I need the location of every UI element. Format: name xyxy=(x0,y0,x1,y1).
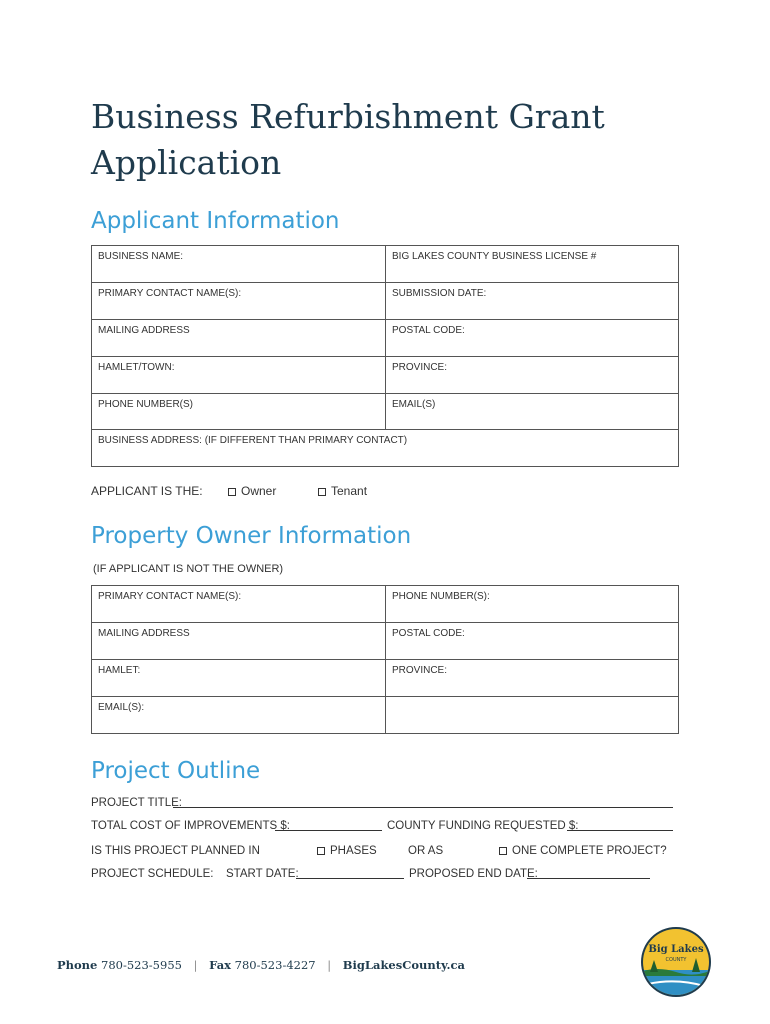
applicant-heading: Applicant Information xyxy=(91,208,340,234)
business-address-field[interactable]: BUSINESS ADDRESS: (IF DIFFERENT THAN PRIMARY CONTACT) xyxy=(92,430,679,467)
one-complete-label: ONE COMPLETE PROJECT? xyxy=(512,845,667,857)
phases-checkbox[interactable] xyxy=(317,847,325,855)
cost-row xyxy=(91,820,681,836)
one-complete-option[interactable] xyxy=(499,845,667,857)
planned-in-row xyxy=(91,845,681,861)
owner-contact-field[interactable]: PRIMARY CONTACT NAME(S): xyxy=(92,586,386,623)
owner-option[interactable] xyxy=(228,484,276,498)
schedule-label: PROJECT SCHEDULE: xyxy=(91,868,214,880)
planned-in-label: IS THIS PROJECT PLANNED IN xyxy=(91,845,260,857)
applicant-is-label: APPLICANT IS THE: xyxy=(91,484,203,498)
owner-postal-field[interactable]: POSTAL CODE: xyxy=(386,623,679,660)
owner-province-field[interactable]: PROVINCE: xyxy=(386,660,679,697)
logo-text-line2: COUNTY xyxy=(665,957,687,963)
postal-code-field[interactable]: POSTAL CODE: xyxy=(386,320,679,357)
license-number-field[interactable]: BIG LAKES COUNTY BUSINESS LICENSE # xyxy=(386,246,679,283)
website-link[interactable]: BigLakesCounty.ca xyxy=(342,958,465,972)
property-owner-heading: Property Owner Information xyxy=(91,523,412,549)
phone-number-field[interactable]: PHONE NUMBER(S) xyxy=(92,394,386,430)
start-date-input[interactable] xyxy=(296,868,404,879)
owner-label: Owner xyxy=(241,484,277,498)
tenant-checkbox[interactable] xyxy=(318,488,326,496)
project-outline-heading: Project Outline xyxy=(91,758,261,784)
total-cost-input[interactable] xyxy=(275,820,382,831)
project-title-input[interactable] xyxy=(173,797,673,808)
phone-number: 780-523-5955 xyxy=(101,958,182,972)
county-funding-input[interactable] xyxy=(567,820,673,831)
start-date-label: START DATE: xyxy=(226,868,299,880)
one-complete-checkbox[interactable] xyxy=(499,847,507,855)
property-owner-table xyxy=(91,585,679,734)
mailing-address-field[interactable]: MAILING ADDRESS xyxy=(92,320,386,357)
owner-hamlet-field[interactable]: HAMLET: xyxy=(92,660,386,697)
footer-separator: | xyxy=(193,958,198,972)
owner-phone-field[interactable]: PHONE NUMBER(S): xyxy=(386,586,679,623)
applicant-table xyxy=(91,245,679,467)
hamlet-town-field[interactable]: HAMLET/TOWN: xyxy=(92,357,386,394)
fax-number: 780-523-4227 xyxy=(234,958,316,972)
owner-mailing-field[interactable]: MAILING ADDRESS xyxy=(92,623,386,660)
owner-email-field[interactable]: EMAIL(S): xyxy=(92,697,386,734)
email-field[interactable]: EMAIL(S) xyxy=(386,394,679,430)
project-title-label: PROJECT TITLE: xyxy=(91,797,182,809)
property-owner-note: (IF APPLICANT IS NOT THE OWNER) xyxy=(93,563,284,575)
phone-label: Phone xyxy=(57,958,98,972)
province-field[interactable]: PROVINCE: xyxy=(386,357,679,394)
phases-label: PHASES xyxy=(330,845,377,857)
submission-date-field[interactable]: SUBMISSION DATE: xyxy=(386,283,679,320)
county-funding-label: COUNTY FUNDING REQUESTED $: xyxy=(387,820,579,832)
tenant-option[interactable] xyxy=(318,484,367,498)
fax-label: Fax xyxy=(209,958,231,972)
logo-text-line1: Big Lakes xyxy=(648,944,704,955)
footer-contact xyxy=(57,958,465,972)
or-as-label: OR AS xyxy=(408,845,444,857)
end-date-label: PROPOSED END DATE: xyxy=(409,868,538,880)
footer-separator: | xyxy=(327,958,332,972)
page-title: Business Refurbishment Grant Application xyxy=(91,97,605,182)
business-name-field[interactable]: BUSINESS NAME: xyxy=(92,246,386,283)
big-lakes-county-logo xyxy=(640,926,712,998)
applicant-type-row xyxy=(91,484,491,500)
owner-checkbox[interactable] xyxy=(228,488,236,496)
primary-contact-field[interactable]: PRIMARY CONTACT NAME(S): xyxy=(92,283,386,320)
owner-blank-cell xyxy=(386,697,679,734)
tenant-label: Tenant xyxy=(331,484,368,498)
end-date-input[interactable] xyxy=(527,868,650,879)
total-cost-label: TOTAL COST OF IMPROVEMENTS $: xyxy=(91,820,290,832)
phases-option[interactable] xyxy=(317,845,377,857)
project-title-row xyxy=(91,797,681,813)
schedule-row xyxy=(91,868,681,884)
